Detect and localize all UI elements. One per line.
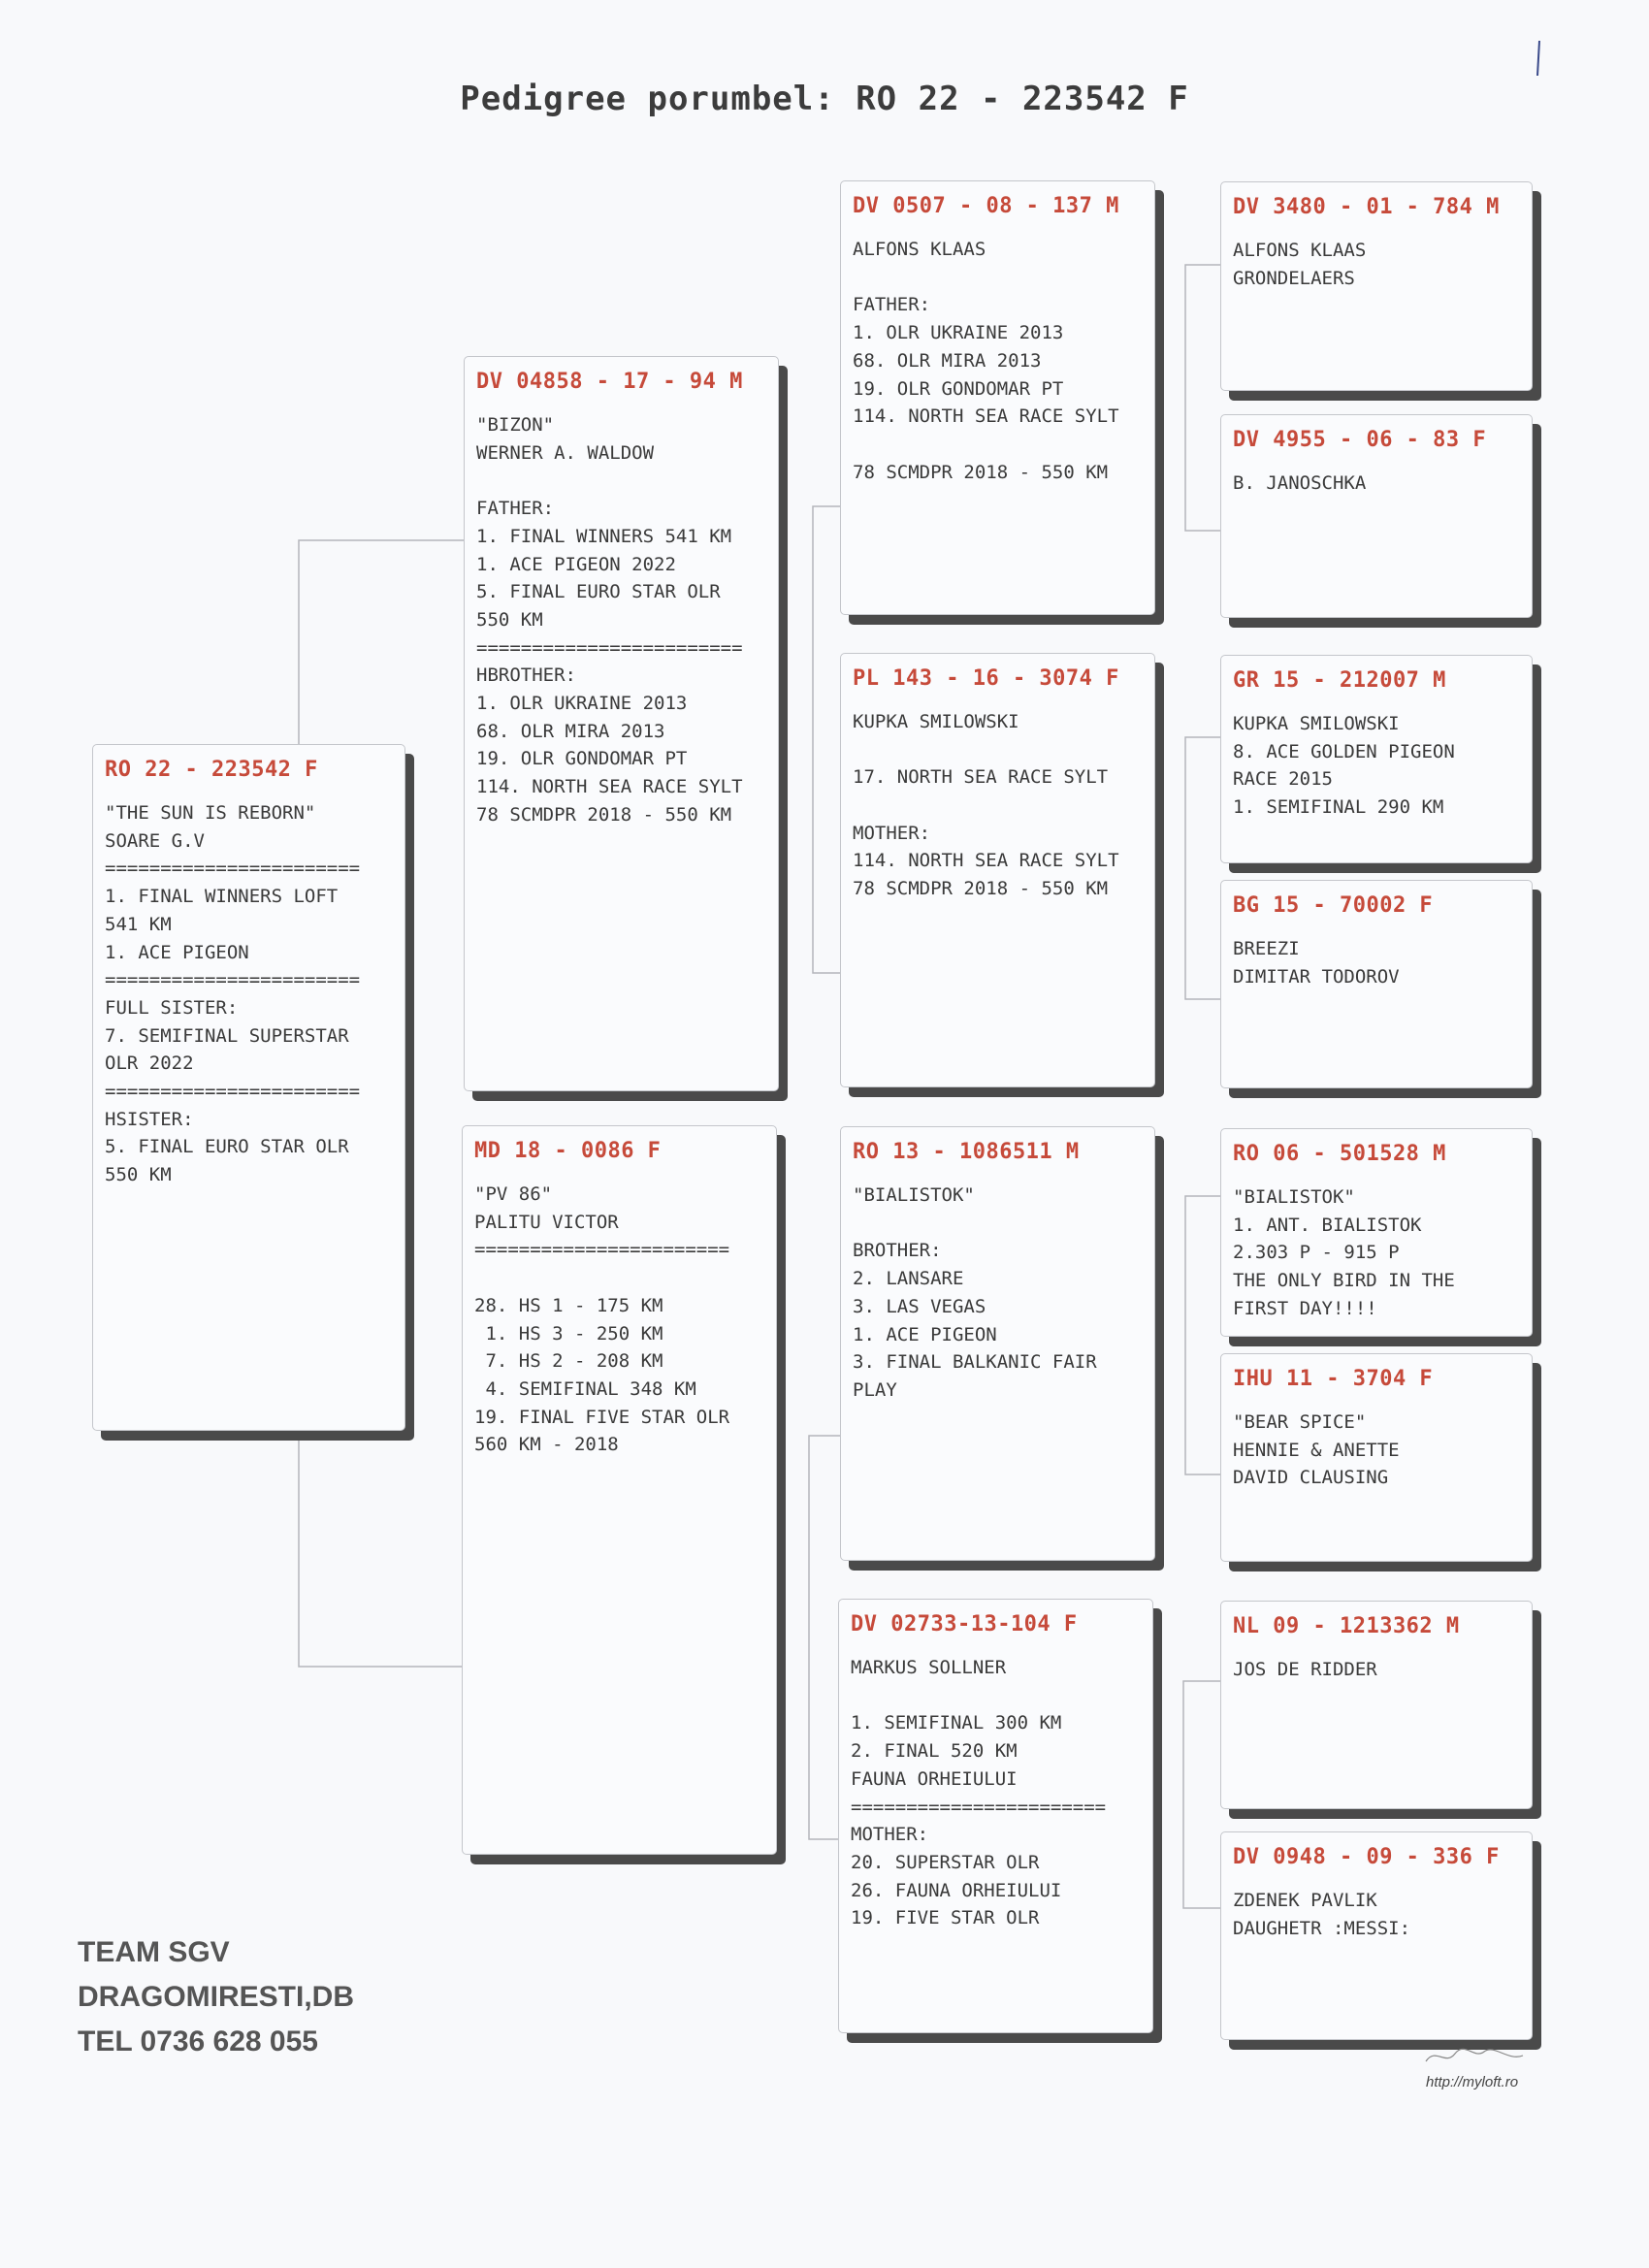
info-line: 78 SCMDPR 2018 - 550 KM [476,803,732,826]
connector-mother-grandparents [809,1436,840,1839]
info-line: 1. ACE PIGEON [105,941,249,963]
info-line: 1. ACE PIGEON 2022 [476,553,676,575]
info-line: 8. ACE GOLDEN PIGEON [1233,740,1455,762]
info-line: 19. OLR GONDOMAR PT [853,377,1064,400]
info-line: 28. HS 1 - 175 KM [474,1294,663,1316]
pigeon-card-ggp-4 [1220,880,1533,1088]
team-name: TEAM SGV [78,1936,230,1968]
info-line: RACE 2015 [1233,768,1333,791]
info-line: "BIALISTOK" [853,1184,975,1206]
info-line: 3. LAS VEGAS [853,1295,986,1317]
info-line: 4. SEMIFINAL 348 KM [474,1377,696,1400]
info-line: DIMITAR TODOROV [1233,965,1400,988]
info-line: 19. FIVE STAR OLR [851,1907,1040,1929]
pigeon-info [853,1182,1143,1405]
info-line: 7. HS 2 - 208 KM [474,1350,663,1373]
pigeon-info [1233,470,1520,498]
info-line: JOS DE RIDDER [1233,1659,1377,1680]
ring-number: NL 09 - 1213362 M [1233,1614,1460,1638]
signature-mark [1416,2042,1533,2071]
info-line: 20. SUPERSTAR OLR [851,1851,1040,1873]
info-line [474,1264,764,1292]
pigeon-card-maternal-grandfather [840,1126,1155,1561]
pigeon-info [1233,935,1520,990]
pigeon-card-mother [462,1125,777,1855]
ring-number: DV 0948 - 09 - 336 F [1233,1845,1500,1869]
info-line: 1. SEMIFINAL 290 KM [1233,796,1444,819]
info-line [851,1682,1141,1710]
info-line: 560 KM - 2018 [474,1434,619,1456]
info-line: ALFONS KLAAS [853,239,986,260]
ring-number: DV 02733-13-104 F [851,1612,1078,1636]
info-line: "BIZON" [476,414,555,436]
ring-number: DV 4955 - 06 - 83 F [1233,428,1487,452]
info-line: ZDENEK PAVLIK [1233,1890,1377,1911]
info-line: ======================= [474,1239,730,1261]
pigeon-info [1233,1409,1520,1492]
pigeon-card-ggp-1 [1220,181,1533,391]
info-line: WERNER A. WALDOW [476,441,655,464]
info-line: 1. OLR UKRAINE 2013 [476,693,688,715]
info-line: ======================= [851,1796,1107,1818]
pigeon-card-ggp-3 [1220,655,1533,863]
website-link[interactable]: http://myloft.ro [1426,2074,1519,2090]
pigeon-info [474,1181,764,1459]
info-line: 114. NORTH SEA RACE SYLT [853,850,1119,872]
info-line: ALFONS KLAAS [1233,240,1367,261]
info-line: OLR 2022 [105,1053,194,1075]
ring-number: DV 3480 - 01 - 784 M [1233,195,1500,219]
info-line: 2. FINAL 520 KM [851,1740,1018,1763]
info-line: HBROTHER: [476,664,576,687]
info-line: DAUGHETR :MESSI: [1233,1917,1411,1939]
info-line [853,431,1143,459]
info-line: KUPKA SMILOWSKI [853,711,1019,732]
pigeon-card-paternal-grandmother [840,653,1155,1087]
ring-number: RO 22 - 223542 F [105,758,318,782]
pigeon-card-subject [92,744,405,1431]
ring-number: IHU 11 - 3704 F [1233,1367,1434,1391]
info-line [853,264,1143,292]
info-line: ======================= [105,858,361,880]
info-line: 550 KM [105,1164,172,1186]
team-location: DRAGOMIRESTI,DB [78,1981,354,2013]
info-line: 19. OLR GONDOMAR PT [476,748,688,770]
info-line [853,1210,1143,1238]
info-line: SOARE G.V [105,829,205,852]
connector-father-grandparents [813,506,840,973]
info-line: B. JANOSCHKA [1233,472,1367,494]
connector-mm-ggp [1183,1681,1220,1908]
info-line: 7. SEMIFINAL SUPERSTAR [105,1024,349,1047]
info-line: BROTHER: [853,1240,942,1262]
info-line: FATHER: [476,498,555,520]
info-line: FATHER: [853,294,931,316]
info-line: 3. FINAL BALKANIC FAIR [853,1351,1097,1374]
pigeon-card-ggp-7 [1220,1601,1533,1809]
pigeon-card-ggp-2 [1220,414,1533,618]
ring-number: MD 18 - 0086 F [474,1139,662,1163]
info-line: HENNIE & ANETTE [1233,1439,1400,1461]
info-line [853,792,1143,820]
info-line [476,467,766,495]
info-line: "BEAR SPICE" [1233,1411,1367,1433]
info-line: 26. FAUNA ORHEIULUI [851,1879,1062,1901]
info-line: MOTHER: [853,822,931,844]
ring-number: DV 0507 - 08 - 137 M [853,194,1119,218]
info-line: FAUNA ORHEIULUI [851,1767,1018,1790]
info-line: 68. OLR MIRA 2013 [476,720,665,742]
ring-number: RO 13 - 1086511 M [853,1140,1080,1164]
info-line: 5. FINAL EURO STAR OLR [105,1136,349,1158]
pigeon-info [1233,710,1520,822]
pigeon-info [476,411,766,829]
ring-number: GR 15 - 212007 M [1233,668,1446,693]
pigeon-card-father [464,356,779,1091]
info-line: 1. FINAL WINNERS 541 KM [476,525,732,547]
info-line: ======================= [105,1081,361,1103]
info-line: MOTHER: [851,1824,929,1846]
pigeon-card-ggp-6 [1220,1353,1533,1562]
info-line: BREEZI [1233,938,1300,959]
info-line: 78 SCMDPR 2018 - 550 KM [853,878,1109,900]
pigeon-info [853,236,1143,486]
info-line: GRONDELAERS [1233,267,1355,289]
ring-number: BG 15 - 70002 F [1233,893,1434,918]
ring-number: RO 06 - 501528 M [1233,1142,1446,1166]
pigeon-info [1233,1183,1520,1323]
info-line: HSISTER: [105,1108,194,1130]
ring-number: PL 143 - 16 - 3074 F [853,666,1119,691]
info-line: ======================== [476,636,743,659]
scan-mark [1528,37,1547,85]
info-line: 1. FINAL WINNERS LOFT [105,886,339,908]
pigeon-info [853,708,1143,903]
info-line: 1. ANT. BIALISTOK [1233,1214,1422,1236]
info-line: 78 SCMDPR 2018 - 550 KM [853,461,1109,483]
info-line: DAVID CLAUSING [1233,1467,1389,1489]
pigeon-info [105,799,393,1189]
pigeon-card-maternal-grandmother [838,1599,1153,2033]
team-phone: TEL 0736 628 055 [78,2025,318,2057]
ring-number: DV 04858 - 17 - 94 M [476,370,743,394]
info-line: 114. NORTH SEA RACE SYLT [476,776,743,798]
info-line: PLAY [853,1378,897,1401]
info-line: 19. FINAL FIVE STAR OLR [474,1406,730,1428]
info-line: 1. HS 3 - 250 KM [474,1322,663,1345]
info-line: ======================= [105,969,361,991]
pigeon-info [851,1654,1141,1932]
info-line: "THE SUN IS REBORN" [105,802,316,824]
pigeon-card-paternal-grandfather [840,180,1155,615]
info-line: 1. SEMIFINAL 300 KM [851,1712,1062,1734]
pigeon-card-ggp-5 [1220,1128,1533,1337]
info-line: 1. ACE PIGEON [853,1323,997,1345]
pigeon-info [1233,237,1520,292]
info-line: 5. FINAL EURO STAR OLR [476,581,721,603]
pigeon-info [1233,1887,1520,1942]
info-line: 114. NORTH SEA RACE SYLT [853,405,1119,428]
info-line: 541 KM [105,913,172,935]
info-line: KUPKA SMILOWSKI [1233,713,1400,734]
connector-ff-ggp [1185,265,1220,531]
info-line: PALITU VICTOR [474,1211,619,1233]
info-line: FIRST DAY!!!! [1233,1297,1377,1319]
pigeon-card-ggp-8 [1220,1831,1533,2040]
info-line: 2. LANSARE [853,1268,964,1290]
breeder-contact [78,1930,354,2064]
info-line: 2.303 P - 915 P [1233,1242,1400,1264]
info-line: FULL SISTER: [105,996,239,1019]
info-line: "BIALISTOK" [1233,1186,1355,1208]
info-line: 1. OLR UKRAINE 2013 [853,322,1064,344]
page-title: Pedigree porumbel: RO 22 - 223542 F [460,80,1189,118]
info-line: "PV 86" [474,1183,553,1205]
info-line [853,736,1143,764]
info-line: THE ONLY BIRD IN THE [1233,1270,1455,1292]
connector-mf-ggp [1185,1196,1220,1474]
info-line: 68. OLR MIRA 2013 [853,349,1042,372]
info-line: MARKUS SOLLNER [851,1657,1007,1678]
pigeon-info [1233,1656,1520,1684]
connector-fm-ggp [1185,737,1220,999]
info-line: 550 KM [476,608,543,631]
info-line: 17. NORTH SEA RACE SYLT [853,766,1109,789]
